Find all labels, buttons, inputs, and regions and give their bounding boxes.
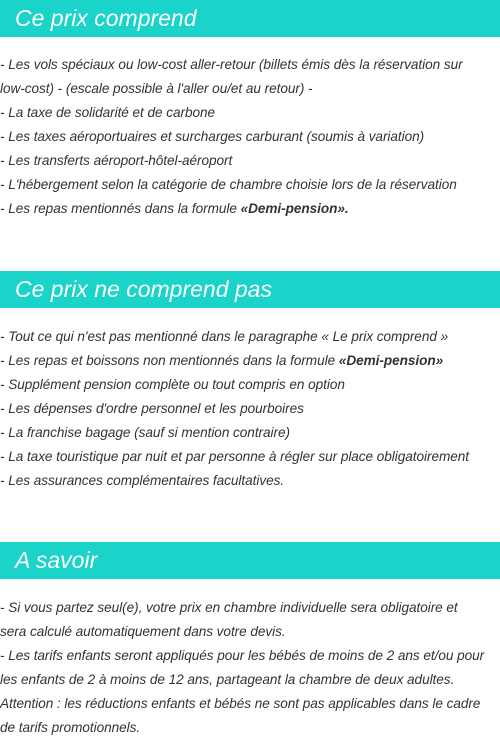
price-includes-list bbox=[0, 53, 500, 221]
list-item-text: - Les repas mentionnés dans la formule bbox=[0, 201, 241, 216]
list-item: - Les taxes aéroportuaires et surcharges carburant (soumis à variation) bbox=[0, 129, 425, 144]
list-item bbox=[0, 197, 500, 221]
list-item: Attention : les réductions enfants et bébés ne sont pas applicables dans le cadre bbox=[0, 696, 481, 711]
list-item: - Tout ce qui n'est pas mentionné dans le paragraphe « Le prix comprend » bbox=[0, 329, 449, 344]
list-item: - Les dépenses d'ordre personnel et les pourboires bbox=[0, 401, 304, 416]
section-price-includes bbox=[0, 0, 500, 221]
price-excludes-list bbox=[0, 325, 500, 493]
list-item: - Si vous partez seul(e), votre prix en chambre individuelle sera obligatoire et bbox=[0, 600, 458, 615]
section-header-price-includes: Ce prix comprend bbox=[0, 0, 500, 37]
list-item: - La taxe touristique par nuit et par personne à régler sur place obligatoirement bbox=[0, 449, 469, 464]
list-item: - Les vols spéciaux ou low-cost aller-retour (billets émis dès la réservation sur bbox=[0, 57, 463, 72]
list-item: - Les tarifs enfants seront appliqués pour les bébés de moins de 2 ans et/ou pour bbox=[0, 648, 485, 663]
list-item: - Les transferts aéroport-hôtel-aéroport bbox=[0, 153, 233, 168]
list-item: - L'hébergement selon la catégorie de chambre choisie lors de la réservation bbox=[0, 177, 457, 192]
section-price-excludes bbox=[0, 271, 500, 493]
list-item: - La taxe de solidarité et de carbone bbox=[0, 105, 216, 120]
list-item: - Supplément pension complète ou tout compris en option bbox=[0, 377, 345, 392]
list-item bbox=[0, 349, 500, 373]
list-item: low-cost) - (escale possible à l'aller ou/et au retour) - bbox=[0, 81, 313, 96]
good-to-know-list bbox=[0, 596, 500, 740]
section-header-price-excludes: Ce prix ne comprend pas bbox=[0, 271, 500, 308]
section-good-to-know bbox=[0, 542, 500, 740]
meal-plan-emphasis: «Demi-pension». bbox=[240, 201, 349, 216]
list-item-text: - Les repas et boissons non mentionnés dans la formule bbox=[0, 353, 339, 368]
meal-plan-emphasis: «Demi-pension» bbox=[338, 353, 444, 368]
section-header-good-to-know: A savoir bbox=[0, 542, 500, 579]
list-item: sera calculé automatiquement dans votre devis. bbox=[0, 624, 286, 639]
list-item: - La franchise bagage (sauf si mention contraire) bbox=[0, 425, 290, 440]
list-item: - Les assurances complémentaires facultatives. bbox=[0, 473, 285, 488]
list-item: de tarifs promotionnels. bbox=[0, 720, 141, 735]
list-item: les enfants de 2 à moins de 12 ans, partageant la chambre de deux adultes. bbox=[0, 672, 455, 687]
